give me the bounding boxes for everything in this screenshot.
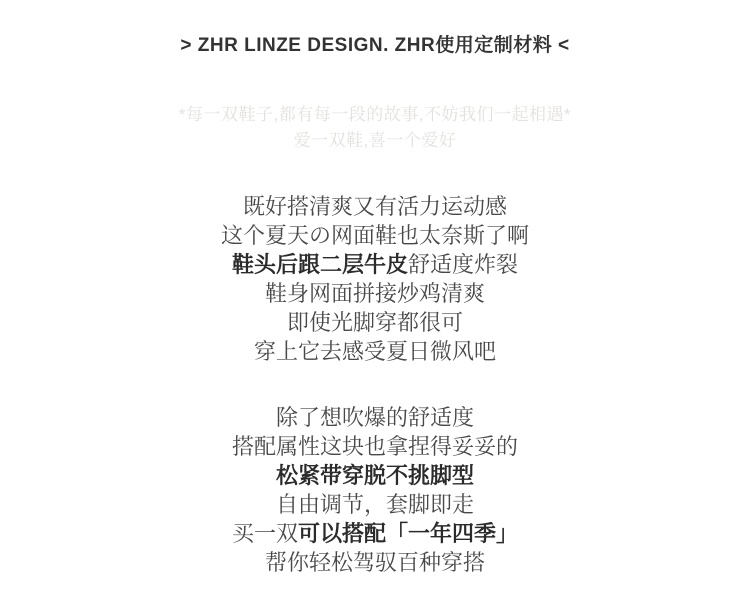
copy-line: 这个夏天の网面鞋也太奈斯了啊 [220, 223, 529, 248]
copy-line-regular-segment: 舒适度炸裂 [408, 252, 519, 277]
tagline [0, 102, 750, 154]
tagline-line-1: *每一双鞋子,都有每一段的故事,不妨我们一起相遇* [178, 105, 572, 124]
copy-line: 自由调节，套脚即走 [275, 492, 474, 517]
copy-line: 搭配属性这块也拿捏得妥妥的 [231, 434, 518, 459]
copy-line-regular-segment: 买一双 [231, 521, 298, 546]
copy-paragraph-2 [0, 403, 750, 577]
copy-line: 鞋身网面拼接炒鸡清爽 [264, 281, 485, 306]
brand-header: > ZHR LINZE DESIGN. ZHR使用定制材料 < [180, 35, 570, 56]
copy-line [0, 519, 750, 548]
copy-line [0, 250, 750, 279]
tagline-line-2: 爱一双鞋,喜一个爱好 [293, 131, 457, 150]
copy-line: 除了想吹爆的舒适度 [275, 405, 474, 430]
copy-line-bold-segment: 可以搭配「一年四季」 [298, 521, 519, 546]
copy-line: 既好搭清爽又有活力运动感 [242, 194, 507, 219]
copy-paragraph-1 [0, 192, 750, 366]
copy-line: 穿上它去感受夏日微风吧 [253, 339, 496, 364]
copy-line-bold-segment: 鞋头后跟二层牛皮 [231, 252, 408, 277]
copy-line: 帮你轻松驾驭百种穿搭 [264, 550, 485, 575]
copy-line-bold: 松紧带穿脱不挑脚型 [275, 463, 474, 488]
copy-line: 即使光脚穿都很可 [286, 310, 463, 335]
